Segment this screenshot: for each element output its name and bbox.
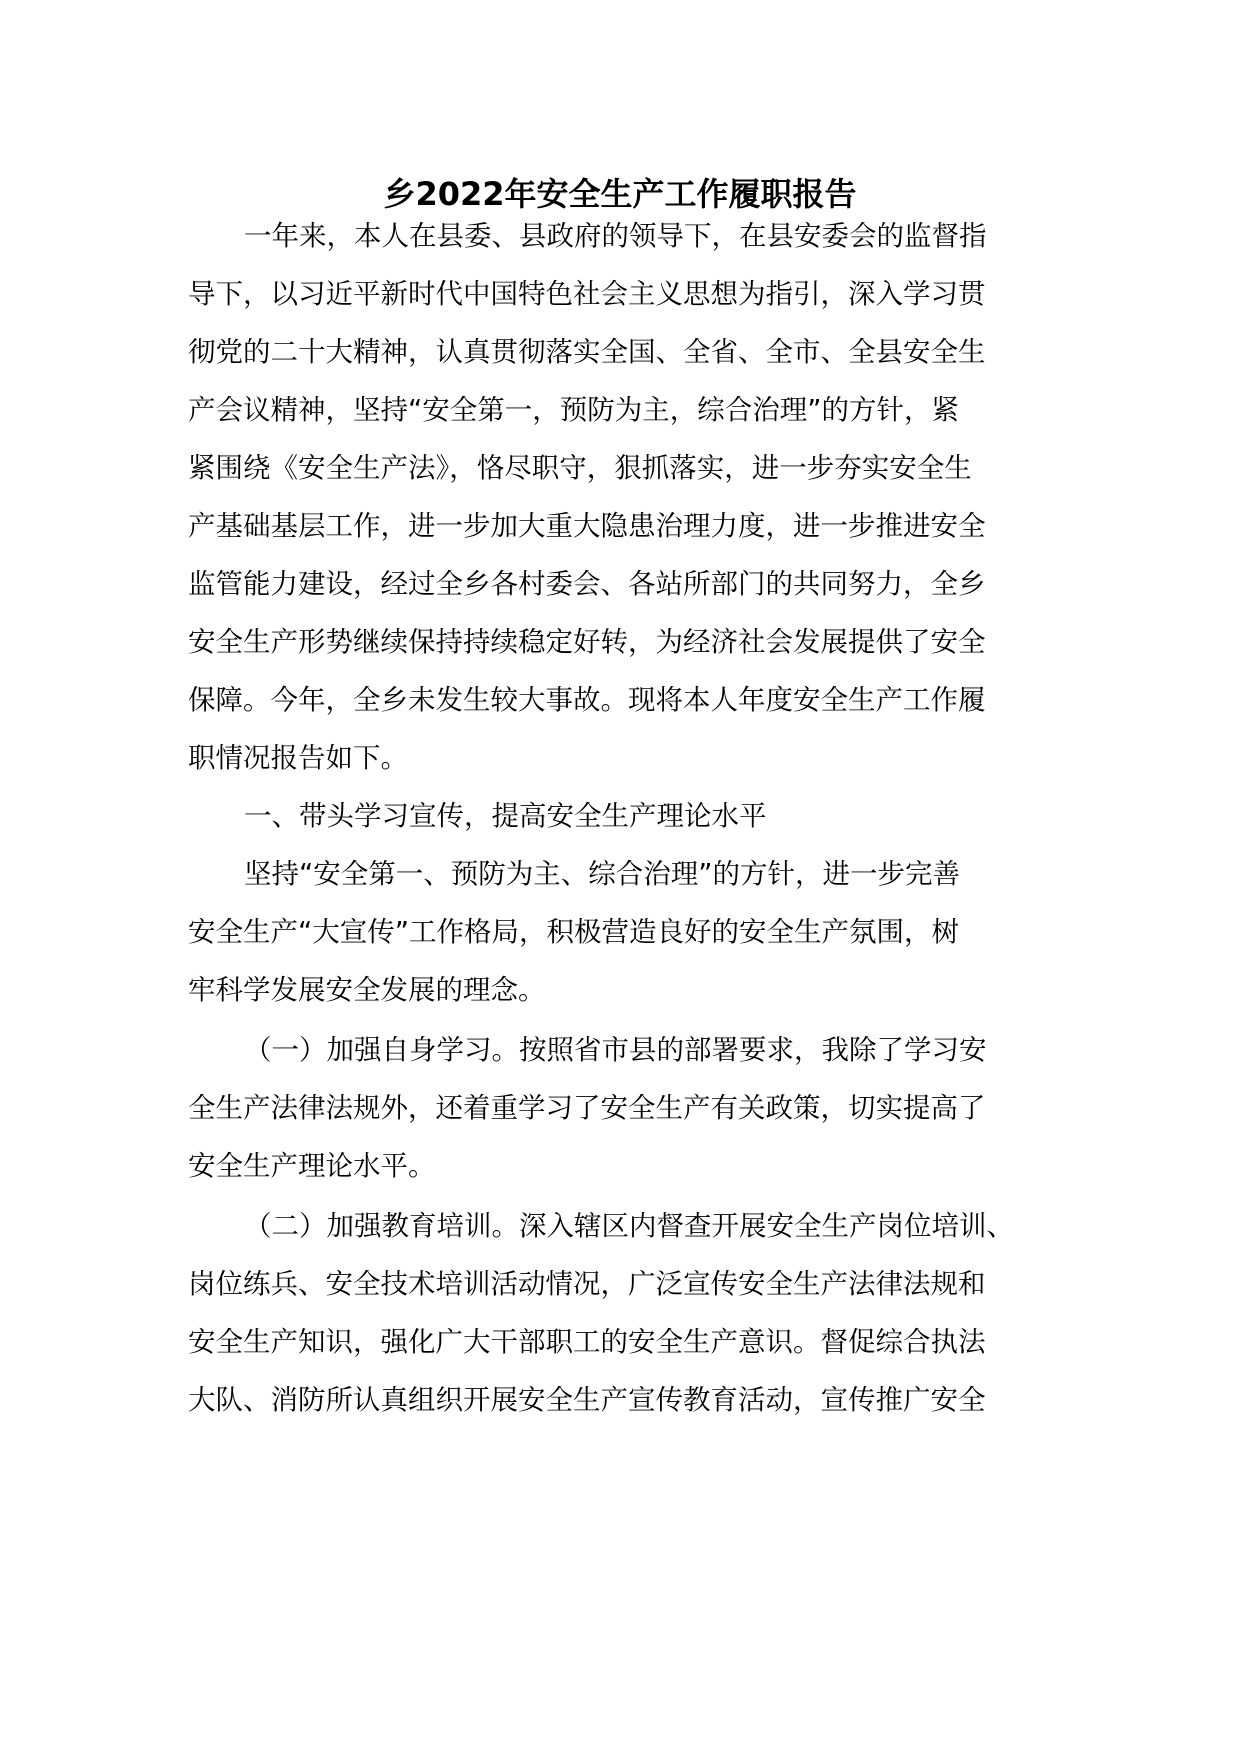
paragraph-line: 安全生产“大宣传”工作格局，积极营造良好的安全生产氛围，树 (188, 916, 959, 948)
paragraph-line: 保障。今年，全乡未发生较大事故。现将本人年度安全生产工作履 (188, 684, 986, 716)
paragraph-line: 牢科学发展安全发展的理念。 (188, 974, 546, 1006)
section-heading: 一、带头学习宣传，提高安全生产理论水平 (244, 800, 767, 832)
paragraph-line: 紧围绕《安全生产法》，恪尽职守，狠抓落实，进一步夯实安全生 (188, 452, 972, 484)
paragraph-line: 安全生产形势继续保持持续稳定好转，为经济社会发展提供了安全 (188, 626, 986, 658)
paragraph-line: 监管能力建设，经过全乡各村委会、各站所部门的共同努力，全乡 (188, 568, 986, 600)
paragraph-line: 坚持“安全第一、预防为主、综合治理”的方针，进一步完善 (244, 858, 960, 890)
paragraph-line: 一年来，本人在县委、县政府的领导下，在县安委会的监督指 (244, 220, 987, 252)
subsection-line: （一）加强自身学习。按照省市县的部署要求，我除了学习安 (244, 1034, 987, 1066)
paragraph-line: 导下，以习近平新时代中国特色社会主义思想为指引，深入学习贯 (188, 278, 986, 310)
paragraph-line: 岗位练兵、安全技术培训活动情况，广泛宣传安全生产法律法规和 (188, 1268, 986, 1300)
paragraph-line: 安全生产知识，强化广大干部职工的安全生产意识。督促综合执法 (188, 1326, 986, 1358)
paragraph-line: 产基础基层工作，进一步加大重大隐患治理力度，进一步推进安全 (188, 510, 986, 542)
subsection-line: （二）加强教育培训。深入辖区内督查开展安全生产岗位培训、 (244, 1210, 1014, 1242)
paragraph-line: 安全生产理论水平。 (188, 1150, 436, 1182)
paragraph-line: 产会议精神，坚持“安全第一，预防为主，综合治理”的方针，紧 (188, 394, 959, 426)
paragraph-line: 全生产法律法规外，还着重学习了安全生产有关政策，切实提高了 (188, 1092, 986, 1124)
paragraph-line: 彻党的二十大精神，认真贯彻落实全国、全省、全市、全县安全生 (188, 336, 986, 368)
document-title: 乡2022年安全生产工作履职报告 (383, 175, 857, 213)
paragraph-line: 大队、消防所认真组织开展安全生产宣传教育活动，宣传推广安全 (188, 1384, 986, 1416)
paragraph-line: 职情况报告如下。 (188, 742, 408, 774)
